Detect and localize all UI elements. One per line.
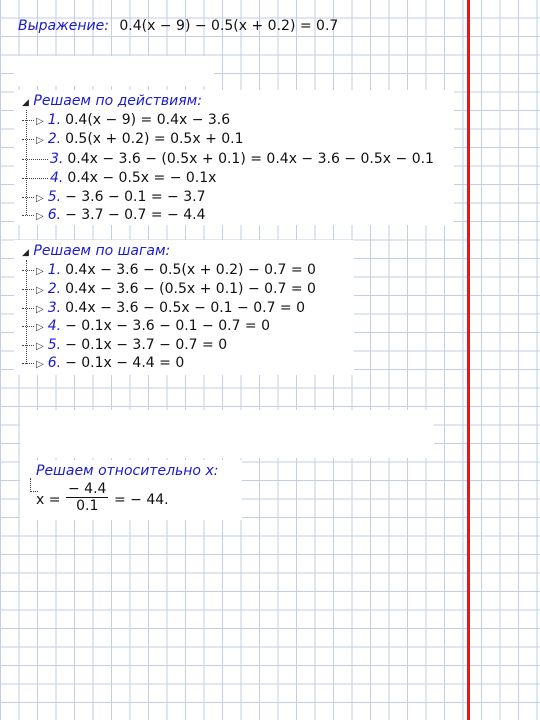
solve-lhs: x = <box>36 492 61 508</box>
action-step[interactable]: ▷ 1. 0.4(x − 9) = 0.4x − 3.6 <box>22 111 230 130</box>
margin-line <box>467 0 470 720</box>
expand-arrow-icon[interactable]: ▷ <box>36 193 44 204</box>
solve-fraction <box>66 481 108 514</box>
expand-arrow-icon[interactable]: ▷ <box>36 359 44 370</box>
expand-arrow-icon[interactable]: ▷ <box>36 116 44 127</box>
by-actions-title: Решаем по действиям: <box>33 93 202 109</box>
action-step[interactable]: 4. 0.4x − 0.5x = − 0.1x <box>22 169 216 188</box>
expression-label: Выражение: <box>18 18 109 34</box>
fraction-denominator: 0.1 <box>76 498 99 514</box>
action-step[interactable]: ▷ 6. − 3.7 − 0.7 = − 4.4 <box>22 206 205 225</box>
step-row[interactable]: ▷ 4. − 0.1x − 3.6 − 0.1 − 0.7 = 0 <box>22 317 270 336</box>
step-row[interactable]: ▷ 1. 0.4x − 3.6 − 0.5(x + 0.2) − 0.7 = 0 <box>22 261 316 280</box>
fraction-numerator: − 4.4 <box>68 481 107 497</box>
by-steps-header[interactable] <box>22 243 170 259</box>
action-step[interactable]: ▷ 5. − 3.6 − 0.1 = − 3.7 <box>22 188 205 207</box>
expression-header <box>18 18 338 34</box>
collapse-triangle-icon[interactable]: ◢ <box>22 98 29 108</box>
expand-arrow-icon[interactable]: ▷ <box>36 266 44 277</box>
expand-arrow-icon[interactable]: ▷ <box>36 304 44 315</box>
expression-text: 0.4(x − 9) − 0.5(x + 0.2) = 0.7 <box>119 18 339 34</box>
step-row[interactable]: ▷ 5. − 0.1x − 3.7 − 0.7 = 0 <box>22 336 227 355</box>
solve-rhs: = − 44. <box>114 492 169 508</box>
expand-arrow-icon[interactable]: ▷ <box>36 322 44 333</box>
by-actions-header[interactable] <box>22 93 202 109</box>
step-row[interactable]: ▷ 6. − 0.1x − 4.4 = 0 <box>22 354 184 373</box>
expand-arrow-icon[interactable]: ▷ <box>36 211 44 222</box>
action-step[interactable]: ▷ 2. 0.5(x + 0.2) = 0.5x + 0.1 <box>22 130 244 149</box>
step-row[interactable]: ▷ 3. 0.4x − 3.6 − 0.5x − 0.1 − 0.7 = 0 <box>22 299 305 318</box>
blank-box-1 <box>14 56 214 86</box>
tree-line <box>30 478 31 492</box>
expand-arrow-icon[interactable]: ▷ <box>36 135 44 146</box>
step-row[interactable]: ▷ 2. 0.4x − 3.6 − (0.5x + 0.1) − 0.7 = 0 <box>22 280 316 299</box>
expand-arrow-icon[interactable]: ▷ <box>36 341 44 352</box>
collapse-triangle-icon[interactable]: ◢ <box>22 248 29 258</box>
expand-arrow-icon[interactable]: ▷ <box>36 285 44 296</box>
action-step[interactable]: 3. 0.4x − 3.6 − (0.5x + 0.1) = 0.4x − 3.6 − 0.5x − 0.1 <box>22 150 434 169</box>
by-steps-title: Решаем по шагам: <box>33 243 171 259</box>
solve-title: Решаем относительно x: <box>36 463 219 479</box>
blank-box-2 <box>20 410 434 458</box>
